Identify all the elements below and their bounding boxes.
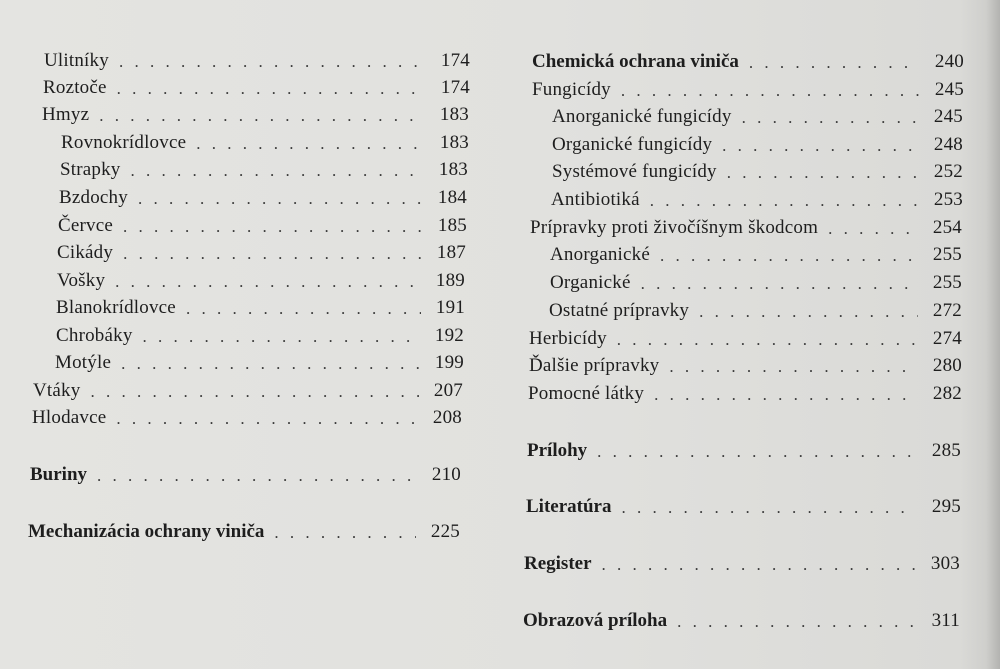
toc-entry-title: Fungicídy [532,79,611,100]
dot-leader [727,164,919,183]
toc-entry-page: 303 [930,553,960,574]
dot-leader [121,355,420,374]
toc-entry-page: 245 [934,79,964,100]
toc-entry-title: Chemická ochrana viniča [532,51,739,72]
toc-entry [529,351,962,377]
dot-leader [196,135,425,154]
dot-leader [641,275,918,294]
toc-entry-title: Prípravky proti živočíšnym škodcom [530,217,819,238]
dot-leader [138,190,423,209]
toc-entry-page: 207 [433,380,463,401]
toc-entry-title: Blanokrídlovce [56,297,176,318]
dot-leader [99,107,425,126]
toc-entry-title: Roztoče [43,77,107,98]
toc-entry-title: Organické fungicídy [552,134,713,155]
toc-entry-page: 185 [437,215,467,236]
dot-leader [722,137,919,156]
toc-entry [58,211,467,237]
toc-entry [549,296,962,322]
toc-chapter-entry [28,517,460,543]
toc-entry [552,157,963,183]
toc-entry-title: Strapky [60,159,121,180]
toc-entry [42,100,469,126]
toc-entry-page: 189 [435,270,465,291]
toc-entry-title: Herbicídy [529,328,607,349]
toc-entry-page: 280 [932,355,962,376]
dot-leader [828,220,918,239]
toc-entry-page: 254 [932,217,962,238]
toc-chapter-entry [523,606,960,632]
toc-entry-page: 184 [437,187,467,208]
toc-entry-page: 245 [933,106,963,127]
dot-leader [116,410,418,429]
dot-leader [749,54,920,73]
toc-entry [33,376,463,402]
toc-entry-page: 252 [933,161,963,182]
dot-leader [131,162,424,181]
toc-entry-title: Červce [58,215,113,236]
toc-entry [32,403,462,429]
toc-entry-title: Obrazová príloha [523,610,668,631]
toc-entry-page: 255 [932,272,962,293]
toc-entry-title: Ostatné prípravky [549,300,690,321]
toc-entry-page: 183 [438,159,468,180]
toc-entry [532,75,964,101]
dot-leader [650,192,919,211]
toc-entry [44,46,470,72]
toc-entry-page: 253 [933,189,963,210]
toc-entry-title: Literatúra [526,496,612,517]
toc-entry-title: Anorganické fungicídy [552,106,732,127]
toc-entry-page: 183 [439,104,469,125]
toc-entry-page: 255 [932,244,962,265]
toc-entry-title: Vtáky [33,380,81,401]
toc-entry-page: 199 [434,352,464,373]
dot-leader [115,273,421,292]
toc-entry-title: Prílohy [527,440,588,461]
toc-entry [552,130,963,156]
toc-entry [56,293,465,319]
toc-entry-title: Systémové fungicídy [552,161,717,182]
toc-entry [552,102,963,128]
dot-leader [97,467,417,486]
page-edge-shadow [986,0,1000,669]
dot-leader [742,109,919,128]
toc-entry [57,266,465,292]
toc-chapter-entry [532,47,964,73]
toc-entry-title: Rovnokrídlovce [61,132,187,153]
toc-entry [528,379,962,405]
toc-entry-page: 285 [931,440,961,461]
toc-chapter-entry [527,436,961,462]
toc-entry [43,73,470,99]
dot-leader [621,82,920,101]
toc-entry-title: Ulitníky [44,50,109,71]
toc-chapter-entry [524,549,960,575]
toc-entry-page: 240 [934,51,964,72]
toc-entry [57,238,466,264]
dot-leader [186,300,421,319]
dot-leader [654,386,918,405]
toc-entry [550,268,962,294]
toc-entry-page: 272 [932,300,962,321]
dot-leader [621,499,917,518]
toc-entry-title: Motýle [55,352,112,373]
toc-entry [55,348,464,374]
toc-entry-title: Hlodavce [32,407,107,428]
dot-leader [660,247,918,266]
dot-leader [143,328,420,347]
toc-entry-page: 225 [430,521,460,542]
dot-leader [602,556,916,575]
toc-entry-page: 174 [440,77,470,98]
toc-entry-page: 274 [932,328,962,349]
toc-entry-page: 192 [434,325,464,346]
dot-leader [123,218,423,237]
toc-entry [550,240,962,266]
toc-entry-page: 191 [435,297,465,318]
toc-entry [59,183,467,209]
toc-entry-title: Register [524,553,592,574]
toc-entry-page: 210 [431,464,461,485]
dot-leader [597,443,917,462]
toc-entry-title: Chrobáky [56,325,133,346]
toc-entry-title: Antibiotiká [551,189,640,210]
toc-chapter-entry [526,492,961,518]
toc-entry-title: Ďalšie prípravky [529,355,660,376]
toc-entry-title: Buriny [30,464,88,485]
toc-entry-title: Bzdochy [59,187,128,208]
toc-entry [551,185,963,211]
toc-entry-page: 282 [932,383,962,404]
toc-entry-page: 183 [439,132,469,153]
toc-entry-page: 174 [440,50,470,71]
toc-chapter-entry [30,460,461,486]
toc-entry-page: 187 [436,242,466,263]
toc-entry [530,213,962,239]
toc-entry-title: Anorganické [550,244,650,265]
toc-entry-title: Mechanizácia ochrany viniča [28,521,265,542]
dot-leader [699,303,918,322]
toc-entry [61,128,469,154]
toc-entry-page: 208 [432,407,462,428]
toc-entry-title: Pomocné látky [528,383,645,404]
toc-entry-title: Organické [550,272,631,293]
dot-leader [669,358,918,377]
dot-leader [123,245,422,264]
toc-entry-title: Vošky [57,270,106,291]
dot-leader [617,331,918,350]
toc-entry-page: 295 [931,496,961,517]
dot-leader [119,53,426,72]
toc-entry-page: 248 [933,134,963,155]
toc-entry [56,321,464,347]
toc-entry-page: 311 [931,610,960,631]
toc-entry-title: Cikády [57,242,114,263]
dot-leader [677,613,916,632]
dot-leader [117,80,426,99]
dot-leader [90,383,419,402]
dot-leader [274,524,416,543]
toc-entry-title: Hmyz [42,104,90,125]
toc-entry [529,324,962,350]
toc-entry [60,155,468,181]
